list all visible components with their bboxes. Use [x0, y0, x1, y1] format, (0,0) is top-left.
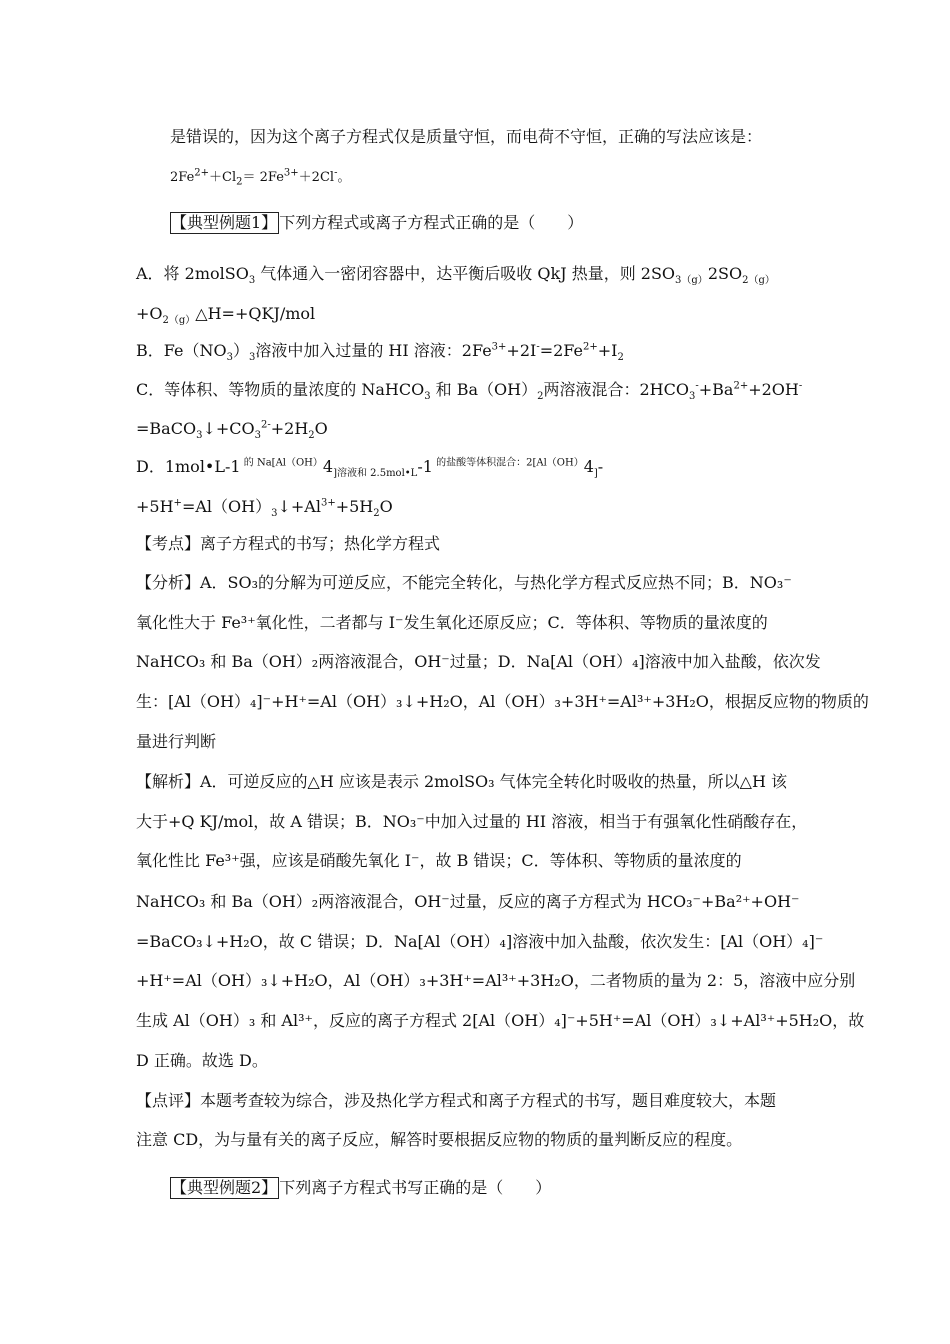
formula-part: 溶液中加入过量的 HI 溶液：2Fe	[255, 341, 492, 360]
formula-part: 2	[308, 430, 315, 442]
formula-part: 3	[688, 391, 696, 403]
text-line	[136, 262, 816, 286]
formula-part: 3	[248, 275, 256, 287]
formula-part: 气体通入一密闭容器中，达平衡后吸收 QkJ 热量，则 2SO	[255, 264, 676, 283]
formula-part: +2OH	[748, 380, 799, 399]
line-text: D 正确。故选 D。	[136, 1051, 268, 1070]
example-label: 【典型例题2】	[171, 1178, 278, 1197]
formula-part: △H=+QKJ/mol	[195, 304, 316, 323]
formula-part: 3+	[491, 341, 507, 353]
formula-part: 3（g）	[675, 275, 708, 287]
line-text: 生成 Al（OH）₃ 和 Al³⁺，反应的离子方程式 2[Al（OH）₄]⁻+5H⁺=Al（OH）₃↓+Al³⁺+5H₂O，故	[136, 1011, 865, 1030]
formula-part: -	[597, 457, 604, 476]
formula-part: ＋2Cl	[298, 170, 335, 185]
line-text: 量进行判断	[136, 732, 217, 751]
formula-part: 两溶液混合：2HCO	[543, 380, 689, 399]
text-line	[136, 378, 816, 402]
formula-part: +2I	[506, 341, 537, 360]
formula-part: O	[379, 497, 393, 516]
formula-part: 2	[236, 176, 243, 188]
line-text: =BaCO₃↓+H₂O，故 C 错误；D．Na[Al（OH）₄]溶液中加入盐酸，依次发生：[Al（OH）₄]⁻	[136, 932, 824, 951]
formula-part: 的盐酸等体积混合：2[Al（OH）	[432, 457, 584, 469]
formula-part: 2-	[260, 419, 271, 431]
formula-part: +2H	[270, 419, 309, 438]
formula-part: ]溶液和 2.5mol•L	[333, 468, 418, 480]
line-text: 注意 CD，为与量有关的离子反应，解答时要根据反应物的物质的量判断反应的程度。	[136, 1130, 743, 1149]
formula-part: -	[334, 167, 338, 179]
formula-part: 2	[617, 352, 624, 364]
formula-part: 3	[226, 352, 233, 364]
line-text: 【分析】A．SO₃的分解为可逆反应，不能完全转化，与热化学方程式反应热不同；B．NO₃⁻	[136, 573, 792, 592]
text-line	[136, 302, 816, 326]
formula-part: 的 Na[Al（OH）	[240, 457, 323, 469]
example-label: 【典型例题1】	[171, 213, 278, 232]
formula-part: =BaCO	[136, 419, 197, 438]
text-line	[136, 969, 856, 993]
line-text: 【解析】A．可逆反应的△H 应该是表示 2molSO₃ 气体完全转化时吸收的热量，所以△H 该	[136, 772, 788, 791]
text-line	[136, 417, 816, 441]
text-line	[136, 810, 816, 834]
formula-part: -	[798, 380, 803, 392]
formula-part: 3	[196, 430, 203, 442]
formula-part: 2+	[583, 341, 598, 353]
formula-part: =2Fe	[539, 341, 583, 360]
line-text: 【考点】离子方程式的书写；热化学方程式	[136, 534, 441, 553]
text-line	[136, 1128, 816, 1152]
text-line	[136, 495, 816, 519]
formula-part: B．Fe（NO	[136, 341, 227, 360]
formula-part: ↓+CO	[202, 419, 255, 438]
text-line	[136, 730, 816, 754]
formula-part: 4	[583, 457, 594, 476]
formula-part: 3+	[320, 497, 336, 509]
formula-part: +O	[136, 304, 163, 323]
formula-part: D．1mol•L	[136, 457, 225, 476]
formula-part: 2+	[733, 380, 749, 392]
line-text: 下列离子方程式书写正确的是（ ）	[279, 1178, 552, 1197]
text-line	[136, 650, 821, 674]
formula-part: 2（g）	[162, 315, 196, 327]
formula-part: -	[536, 341, 540, 353]
text-line	[136, 571, 816, 595]
text-line	[170, 1176, 850, 1200]
formula-part: A．将 2molSO	[136, 264, 249, 283]
formula-part: -1	[225, 457, 241, 476]
formula-part: +I	[597, 341, 618, 360]
text-line	[136, 849, 816, 873]
text-line	[136, 339, 816, 363]
formula-part: 3	[424, 391, 431, 403]
formula-part: +Ba	[698, 380, 734, 399]
line-text: 氧化性大于 Fe³⁺氧化性，二者都与 I⁻发生氧化还原反应；C．等体积、等物质的量浓度的	[136, 613, 768, 632]
text-line	[136, 930, 824, 954]
line-text: 是错误的，因为这个离子方程式仅是质量守恒，而电荷不守恒，正确的写法应该是：	[170, 127, 763, 146]
formula-part: 3+	[283, 167, 299, 179]
formula-part: 4	[322, 457, 334, 476]
formula-part: C．等体积、等物质的量浓度的 NaHCO	[136, 380, 425, 399]
formula-part: 2Fe	[170, 170, 195, 185]
formula-part: ]	[593, 468, 598, 480]
formula-part: -1	[417, 457, 433, 476]
text-line	[136, 1049, 816, 1073]
line-text: 【点评】本题考查较为综合，涉及热化学方程式和离子方程式的书写，题目难度较大，本题	[136, 1091, 777, 1110]
text-line	[170, 166, 850, 190]
formula-part: 。	[337, 170, 351, 185]
formula-part: 和 Ba（OH）	[430, 380, 538, 399]
formula-part: 2+	[194, 167, 210, 179]
formula-part: 3	[254, 430, 261, 442]
formula-part: ↓+Al	[277, 497, 321, 516]
text-line	[170, 125, 850, 149]
text-line	[136, 455, 816, 479]
formula-part: +	[173, 497, 182, 509]
formula-part: 2（g）	[742, 275, 775, 287]
formula-part: 3	[271, 508, 278, 520]
text-line	[136, 1089, 816, 1113]
text-line	[136, 611, 816, 635]
line-text: 氧化性比 Fe³⁺强，应该是硝酸先氧化 I⁻，故 B 错误；C．等体积、等物质的量浓度的	[136, 851, 742, 870]
line-text: 生：[Al（OH）₄]⁻+H⁺=Al（OH）₃↓+H₂O，Al（OH）₃+3H⁺=Al³⁺+3H₂O，根据反应物的物质的	[136, 692, 869, 711]
formula-part: +5H	[335, 497, 374, 516]
line-text: NaHCO₃ 和 Ba（OH）₂两溶液混合，OH⁻过量；D．Na[Al（OH）₄]溶液中加入盐酸，依次发	[136, 652, 821, 671]
formula-part: 2	[373, 508, 380, 520]
text-line	[136, 532, 816, 556]
text-line	[136, 890, 816, 914]
formula-part: ＝ 2Fe	[242, 170, 284, 185]
formula-part: +5H	[136, 497, 174, 516]
line-text: NaHCO₃ 和 Ba（OH）₂两溶液混合，OH⁻过量，反应的离子方程式为 HCO₃⁻+Ba²⁺+OH⁻	[136, 892, 800, 911]
formula-part: 3	[248, 352, 256, 364]
text-line	[136, 770, 816, 794]
formula-part: O	[314, 419, 328, 438]
line-text: 大于+Q KJ/mol，故 A 错误；B．NO₃⁻中加入过量的 HI 溶液，相当于有强氧化性硝酸存在，	[136, 812, 808, 831]
formula-part: =Al（OH）	[181, 497, 272, 516]
formula-part: ＋Cl	[209, 170, 237, 185]
text-line	[136, 690, 869, 714]
text-line	[170, 211, 850, 235]
line-text: 下列方程式或离子方程式正确的是（ ）	[279, 213, 584, 232]
formula-part: 2	[537, 391, 544, 403]
formula-part: ）	[232, 341, 249, 360]
formula-part: 2SO	[707, 264, 743, 283]
text-line	[136, 1009, 865, 1033]
formula-part: -	[695, 380, 699, 392]
line-text: +H⁺=Al（OH）₃↓+H₂O，Al（OH）₃+3H⁺=Al³⁺+3H₂O，二者物质的量为 2：5，溶液中应分别	[136, 971, 856, 990]
